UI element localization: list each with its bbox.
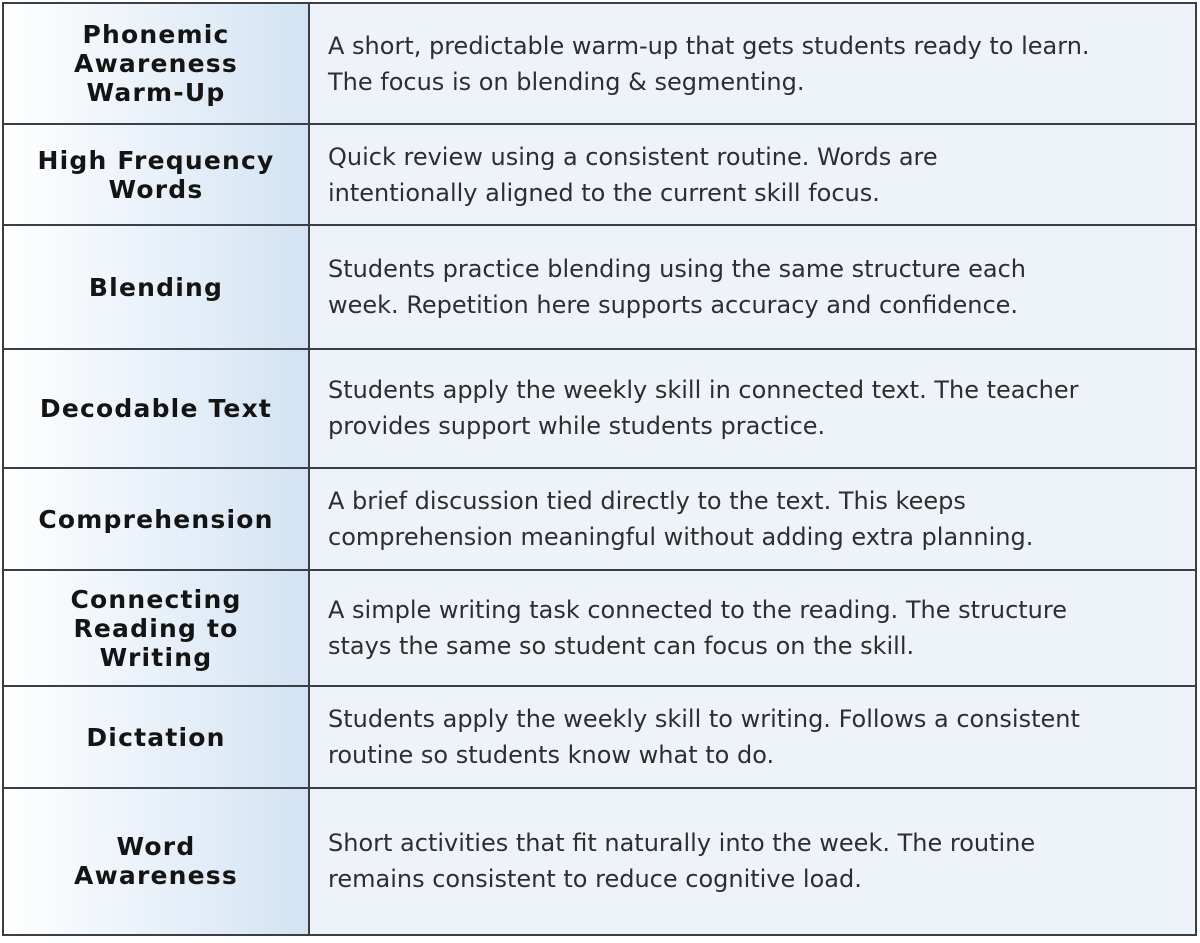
- row-label: Decodable Text: [39, 393, 273, 423]
- row-description: A brief discussion tied directly to the text. This keeps comprehension meaningful without adding extra planning.: [328, 487, 1034, 552]
- row-description-cell: [309, 3, 1196, 124]
- row-label-cell: [3, 570, 309, 686]
- table-row: [3, 3, 1196, 124]
- row-description-cell: [309, 468, 1196, 570]
- row-description-cell: [309, 570, 1196, 686]
- row-label: Connecting Reading to Writing: [70, 584, 242, 672]
- row-label: Word Awareness: [74, 832, 238, 891]
- row-label-cell: [3, 686, 309, 787]
- row-description-cell: [309, 788, 1196, 935]
- row-label: High Frequency Words: [37, 145, 275, 204]
- row-description: Students practice blending using the same structure each week. Repetition here supports accuracy and confidence.: [328, 255, 1027, 320]
- row-label: Blending: [88, 272, 224, 302]
- row-label: Comprehension: [38, 504, 274, 534]
- row-label-cell: [3, 349, 309, 468]
- table-row: [3, 349, 1196, 468]
- row-description: Short activities that fit naturally into the week. The routine remains consistent to reduce cognitive load.: [328, 829, 1036, 894]
- table-row: [3, 570, 1196, 686]
- row-description: Quick review using a consistent routine. Words are intentionally aligned to the current skill focus.: [328, 142, 938, 207]
- row-label: Phonemic Awareness Warm-Up: [74, 20, 238, 108]
- table-row: [3, 686, 1196, 787]
- row-label-cell: [3, 225, 309, 348]
- row-label-cell: [3, 3, 309, 124]
- row-description: A simple writing task connected to the reading. The structure stays the same so student can focus on the skill.: [328, 596, 1067, 661]
- table-row: [3, 124, 1196, 225]
- row-description: Students apply the weekly skill to writing. Follows a consistent routine so students know what to do.: [328, 705, 1080, 769]
- row-label-cell: [3, 124, 309, 225]
- row-label-cell: [3, 788, 309, 935]
- row-description: A short, predictable warm-up that gets students ready to learn. The focus is on blending & segmenting.: [328, 31, 1090, 96]
- row-description-cell: [309, 225, 1196, 348]
- routine-table: [2, 2, 1197, 936]
- table-row: [3, 225, 1196, 348]
- row-description-cell: [309, 686, 1196, 787]
- table-row: [3, 788, 1196, 935]
- row-label: Dictation: [86, 722, 226, 752]
- row-description: Students apply the weekly skill in connected text. The teacher provides support while students practice.: [328, 376, 1079, 441]
- row-description-cell: [309, 349, 1196, 468]
- row-label-cell: [3, 468, 309, 570]
- table-row: [3, 468, 1196, 570]
- row-description-cell: [309, 124, 1196, 225]
